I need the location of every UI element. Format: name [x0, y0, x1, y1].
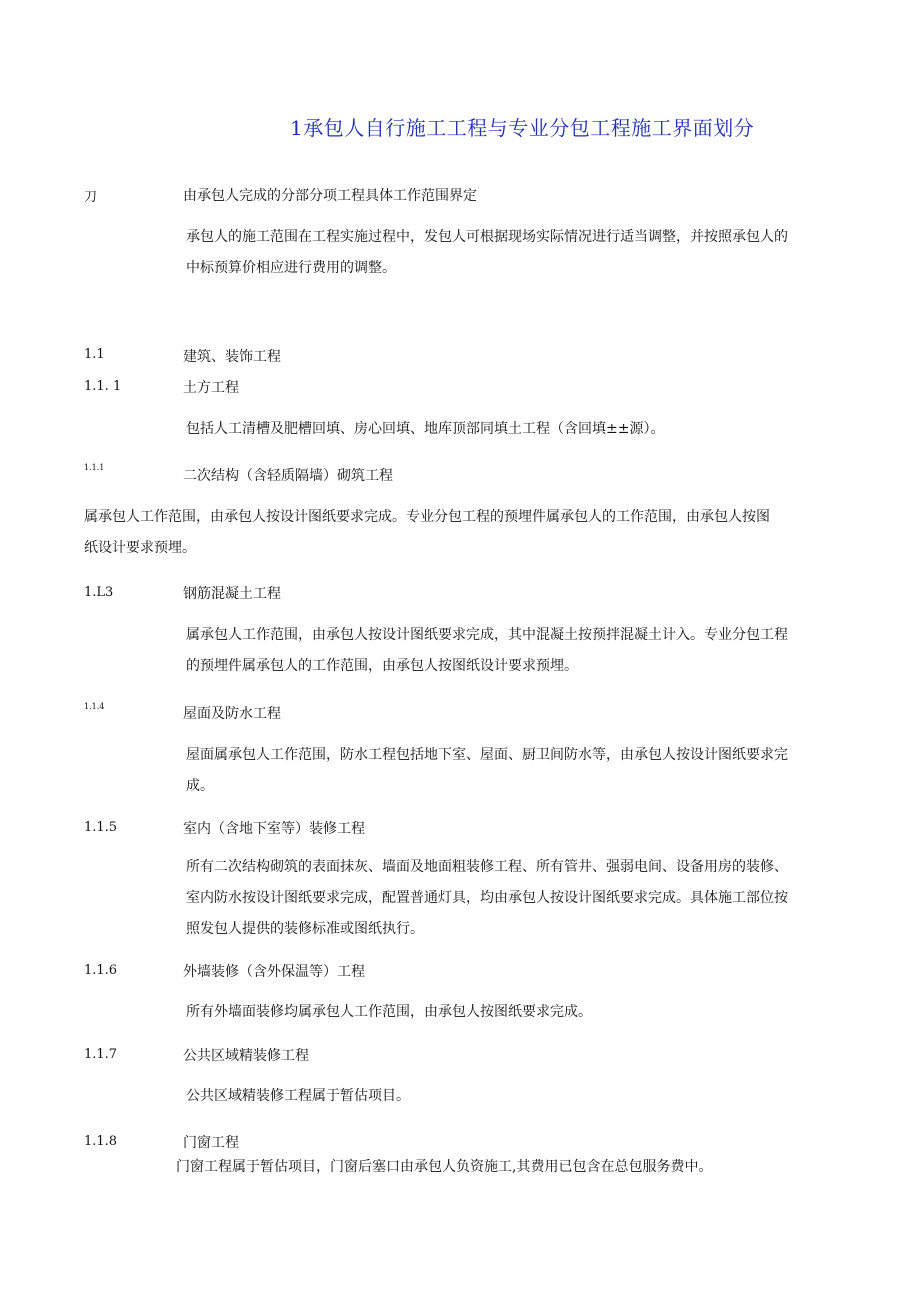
paragraph-line: 室内防水按设计图纸要求完成，配置普通灯具，均由承包人按设计图纸要求完成。具体施工部位按 — [186, 890, 788, 906]
section-heading: 屋面及防水工程 — [183, 706, 281, 722]
section-paragraph — [186, 997, 592, 1028]
paragraph-line: 纸设计要求预埋。 — [84, 540, 196, 556]
document-title: 1承包人自行施工工程与专业分包工程施工界面划分 — [290, 116, 755, 140]
intro-heading: 由承包人完成的分部分项工程具体工作范围界定 — [183, 188, 477, 204]
paragraph-line: 包括人工清槽及肥槽回填、房心回填、地库顶部同填土工程（含回填±±源）。 — [186, 421, 665, 437]
section-heading: 外墙装修（含外保温等）工程 — [183, 964, 365, 980]
section-paragraph — [176, 1152, 712, 1183]
section-number: 1.1.7 — [84, 1047, 118, 1062]
section-paragraph — [186, 620, 788, 682]
section-heading: 钢筋混凝土工程 — [183, 586, 281, 602]
paragraph-line: 属承包人工作范围，由承包人按设计图纸要求完成。专业分包工程的预埋件属承包人的工作范围，由承包人按图 — [84, 509, 770, 525]
section-number: 1.1 — [84, 347, 105, 362]
paragraph-line: 屋面属承包人工作范围，防水工程包括地下室、屋面、厨卫间防水等，由承包人按设计图纸要求完 — [186, 747, 788, 763]
section-number: 1.L3 — [84, 585, 114, 600]
intro-marker: 刀 — [84, 190, 98, 205]
paragraph-line: 照发包人提供的装修标准或图纸执行。 — [186, 921, 424, 937]
section-heading: 门窗工程 — [183, 1135, 239, 1151]
section-paragraph — [84, 502, 770, 564]
intro-line-1: 承包人的施工范围在工程实施过程中，发包人可根据现场实际情况进行适当调整，并按照承包人的 — [186, 229, 788, 245]
section-paragraph — [186, 740, 788, 802]
section-heading: 建筑、装饰工程 — [183, 349, 281, 365]
section-number: 1.1. 1 — [84, 379, 122, 394]
section-number: 1.1.8 — [84, 1134, 118, 1149]
section-heading: 室内（含地下室等）装修工程 — [183, 821, 365, 837]
paragraph-line: 成。 — [186, 778, 214, 794]
section-number: 1.1.1 — [84, 463, 105, 472]
section-paragraph — [186, 414, 664, 445]
section-paragraph — [186, 852, 788, 945]
paragraph-line: 门窗工程属于暂估项目，门窗后塞口由承包人负资施工,其费用已包含在总包服务费中。 — [176, 1159, 713, 1175]
section-heading: 公共区域精装修工程 — [183, 1048, 309, 1064]
paragraph-line: 所有二次结构砌筑的表面抹灰、墙面及地面粗装修工程、所有管井、强弱电间、设备用房的装修、 — [186, 859, 788, 875]
section-heading: 二次结构（含轻质隔墙）砌筑工程 — [183, 468, 393, 484]
section-number: 1.1.4 — [84, 702, 105, 711]
paragraph-line: 所有外墙面装修均属承包人工作范围，由承包人按图纸要求完成。 — [186, 1004, 592, 1020]
intro-line-2: 中标预算价相应进行费用的调整。 — [186, 260, 396, 276]
section-paragraph — [186, 1081, 410, 1112]
section-heading: 土方工程 — [183, 380, 239, 396]
section-number: 1.1.6 — [84, 963, 118, 978]
paragraph-line: 的预埋件属承包人的工作范围，由承包人按图纸设计要求预埋。 — [186, 658, 578, 674]
intro-paragraph — [186, 222, 788, 284]
paragraph-line: 公共区域精装修工程属于暂估项目。 — [186, 1088, 410, 1104]
section-number: 1.1.5 — [84, 820, 118, 835]
paragraph-line: 属承包人工作范围，由承包人按设计图纸要求完成，其中混凝土按预拌混凝土计入。专业分包工程 — [186, 627, 788, 643]
